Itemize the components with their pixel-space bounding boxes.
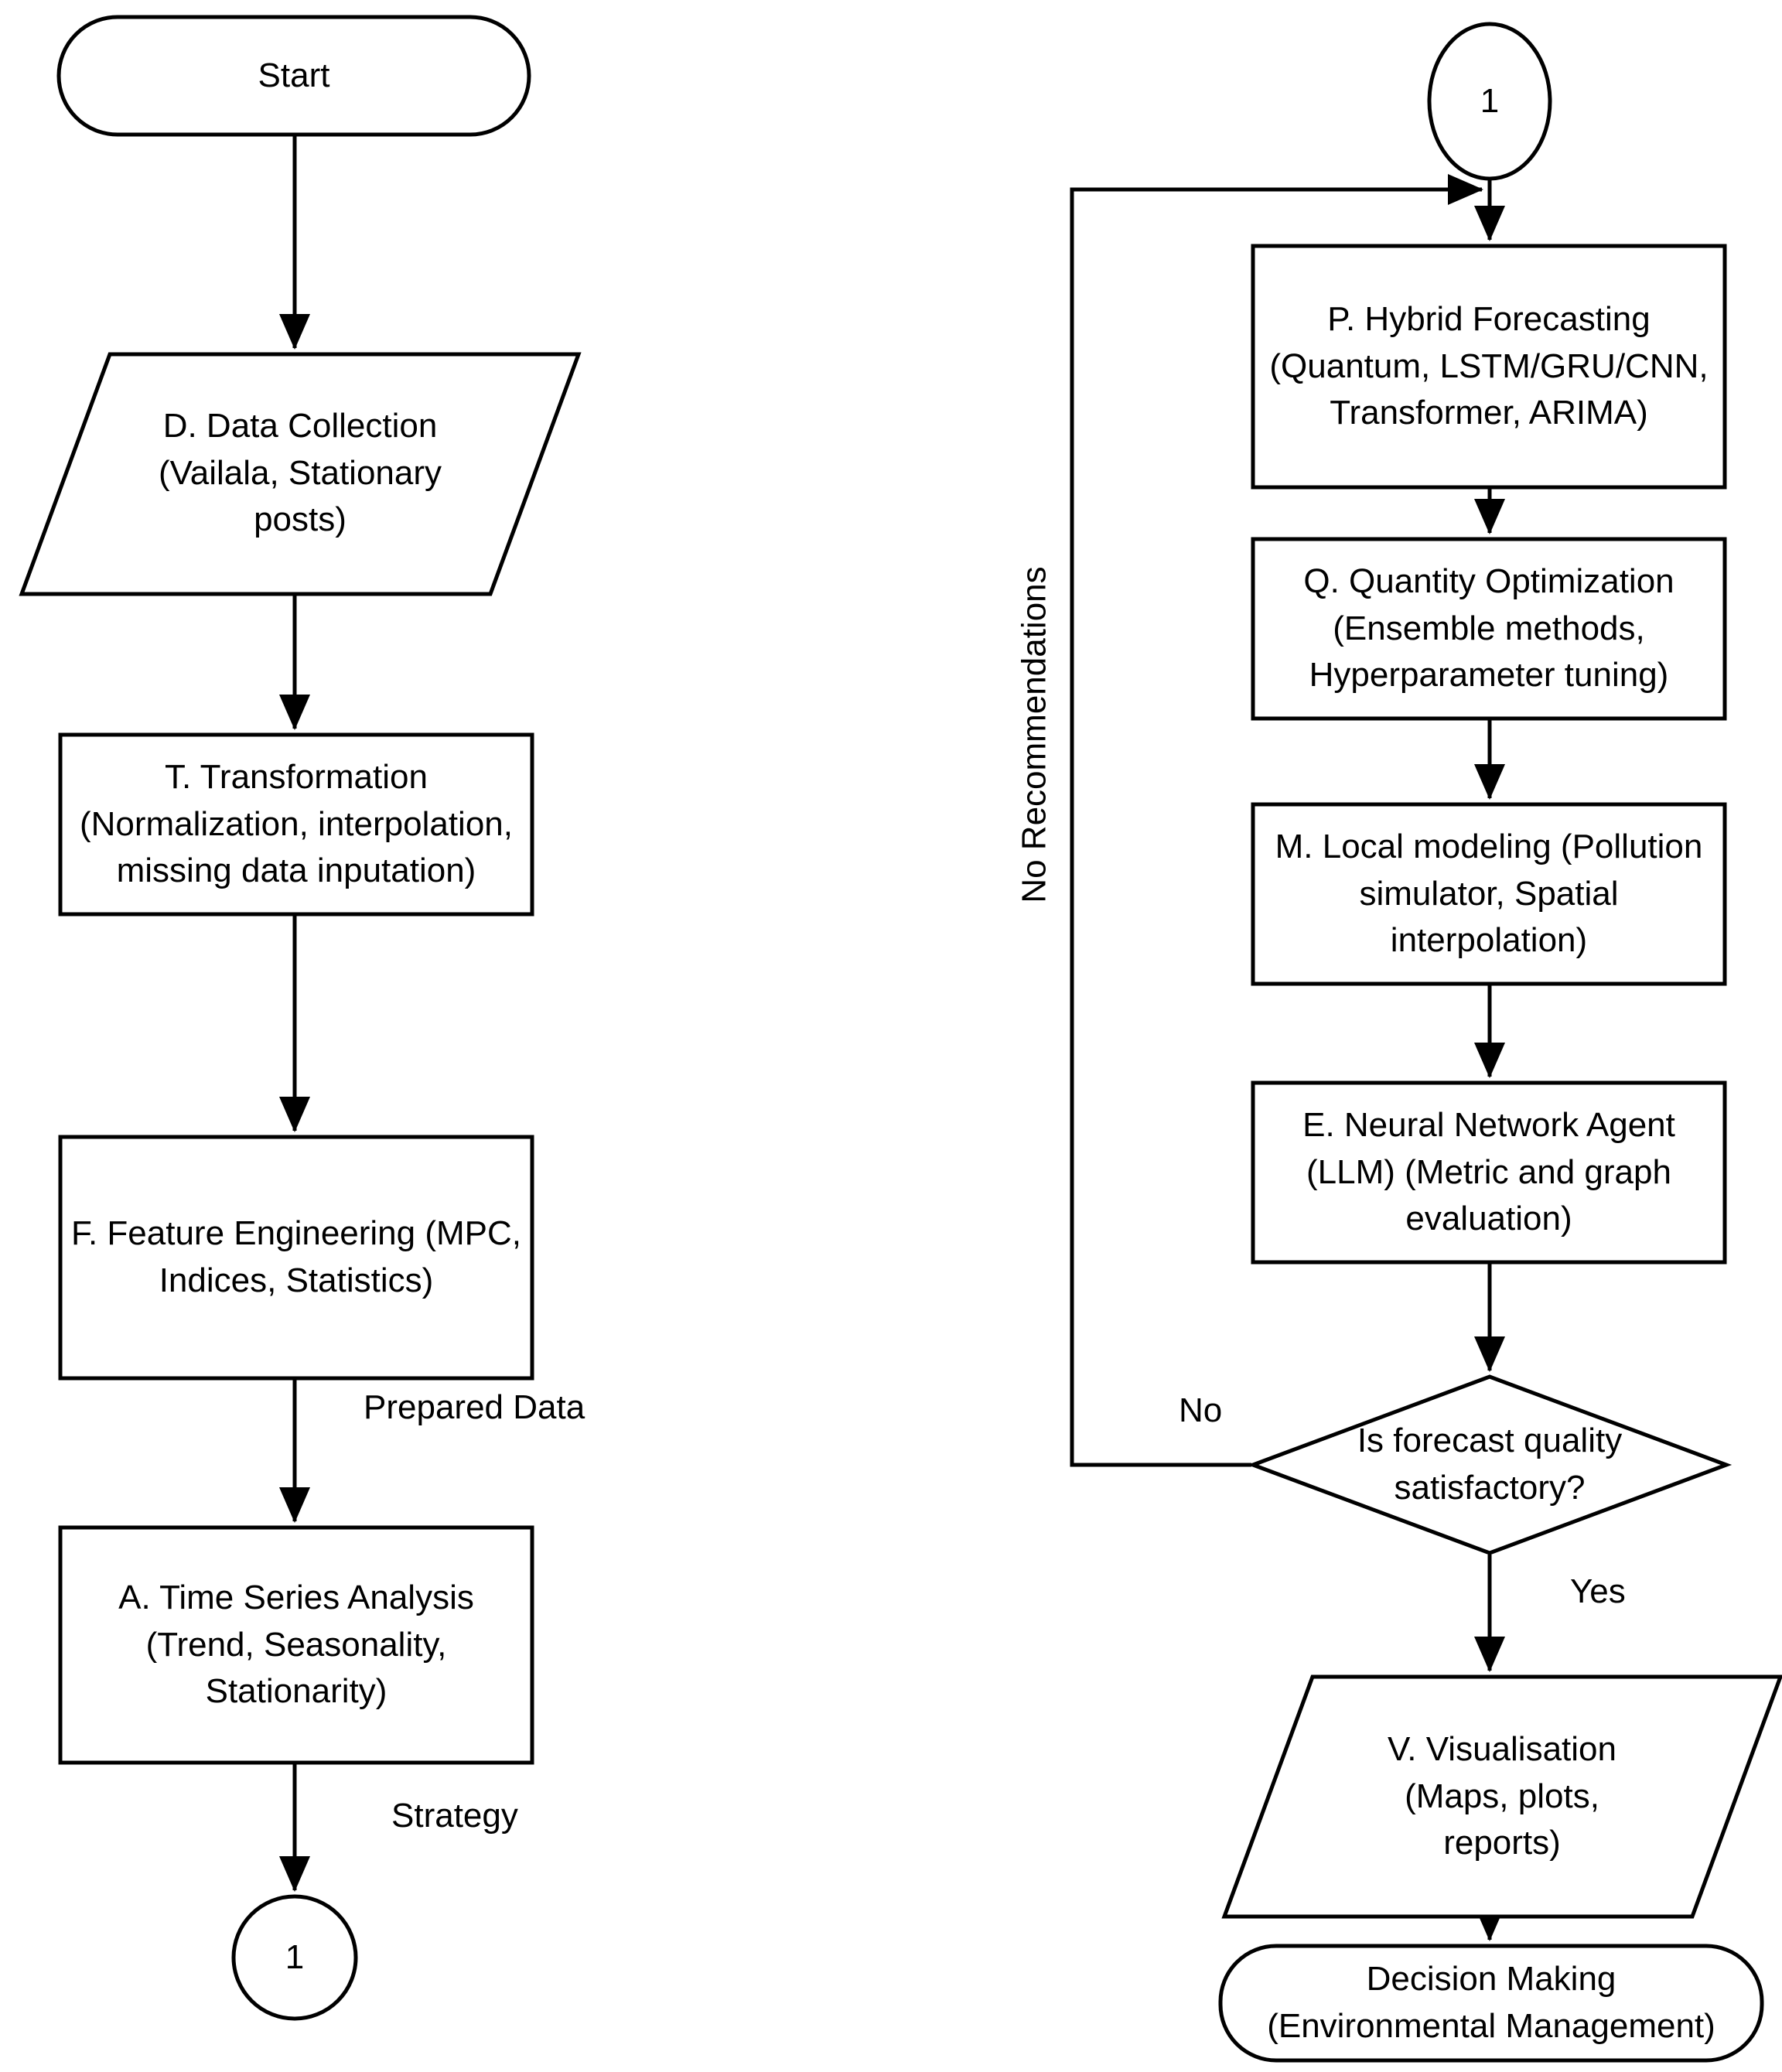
quantity-optimization-process-shape <box>1253 539 1725 719</box>
local-modeling-node-label: M. Local modeling (Pollution simulator, Spatial interpolation) <box>1275 827 1703 960</box>
feature-engineering-node-label: F. Feature Engineering (MPC, Indices, Statistics) <box>70 1214 522 1299</box>
connector-1-bottom-circle-shape <box>234 1896 356 2019</box>
quantity-optimization-node-label: Q. Quantity Optimization (Ensemble methods, Hyperparameter tuning) <box>1303 562 1674 695</box>
no-branch-label: No <box>1179 1391 1223 1429</box>
data-collection-parallelogram-shape <box>22 354 579 594</box>
yes-branch-label: Yes <box>1570 1572 1626 1610</box>
hybrid-forecasting-process-shape <box>1253 246 1725 487</box>
start-node-label: Start <box>258 56 330 94</box>
time-series-analysis-node-label: A. Time Series Analysis (Trend, Seasonality, Stationarity) <box>118 1578 474 1711</box>
no-recommendations-feedback-label: No Recommendations <box>1015 566 1053 903</box>
decision-making-terminator-shape <box>1220 1946 1762 2060</box>
start-terminator-shape <box>59 17 529 135</box>
prepared-data-edge-label: Prepared Data <box>364 1388 585 1426</box>
forecast-quality-decision-label: Is forecast quality satisfactory? <box>1357 1422 1623 1507</box>
feature-engineering-process-shape <box>60 1137 532 1378</box>
hybrid-forecasting-node-label: P. Hybrid Forecasting (Quantum, LSTM/GRU/CNN, Transformer, ARIMA) <box>1269 299 1709 432</box>
connector-1-top-label: 1 <box>1480 81 1500 120</box>
transformation-process-shape <box>60 735 532 914</box>
data-collection-node-label: D. Data Collection (Vailala, Stationary posts) <box>158 406 442 539</box>
forecast-quality-decision-diamond-shape <box>1253 1377 1726 1553</box>
visualisation-node-label: V. Visualisation (Maps, plots, reports) <box>1388 1729 1616 1862</box>
visualisation-parallelogram-shape <box>1224 1677 1780 1917</box>
time-series-analysis-process-shape <box>60 1528 532 1763</box>
local-modeling-process-shape <box>1253 804 1725 984</box>
transformation-node-label: T. Transformation (Normalization, interpolation, missing data inputation) <box>79 757 514 890</box>
neural-network-agent-node-label: E. Neural Network Agent (LLM) (Metric and graph evaluation) <box>1302 1105 1675 1238</box>
connector-1-bottom-label: 1 <box>285 1937 305 1976</box>
strategy-edge-label: Strategy <box>391 1797 518 1835</box>
neural-network-agent-process-shape <box>1253 1083 1725 1262</box>
connector-1-top-circle-shape <box>1429 24 1550 179</box>
decision-making-node-label: Decision Making (Environmental Management) <box>1267 1960 1715 2045</box>
